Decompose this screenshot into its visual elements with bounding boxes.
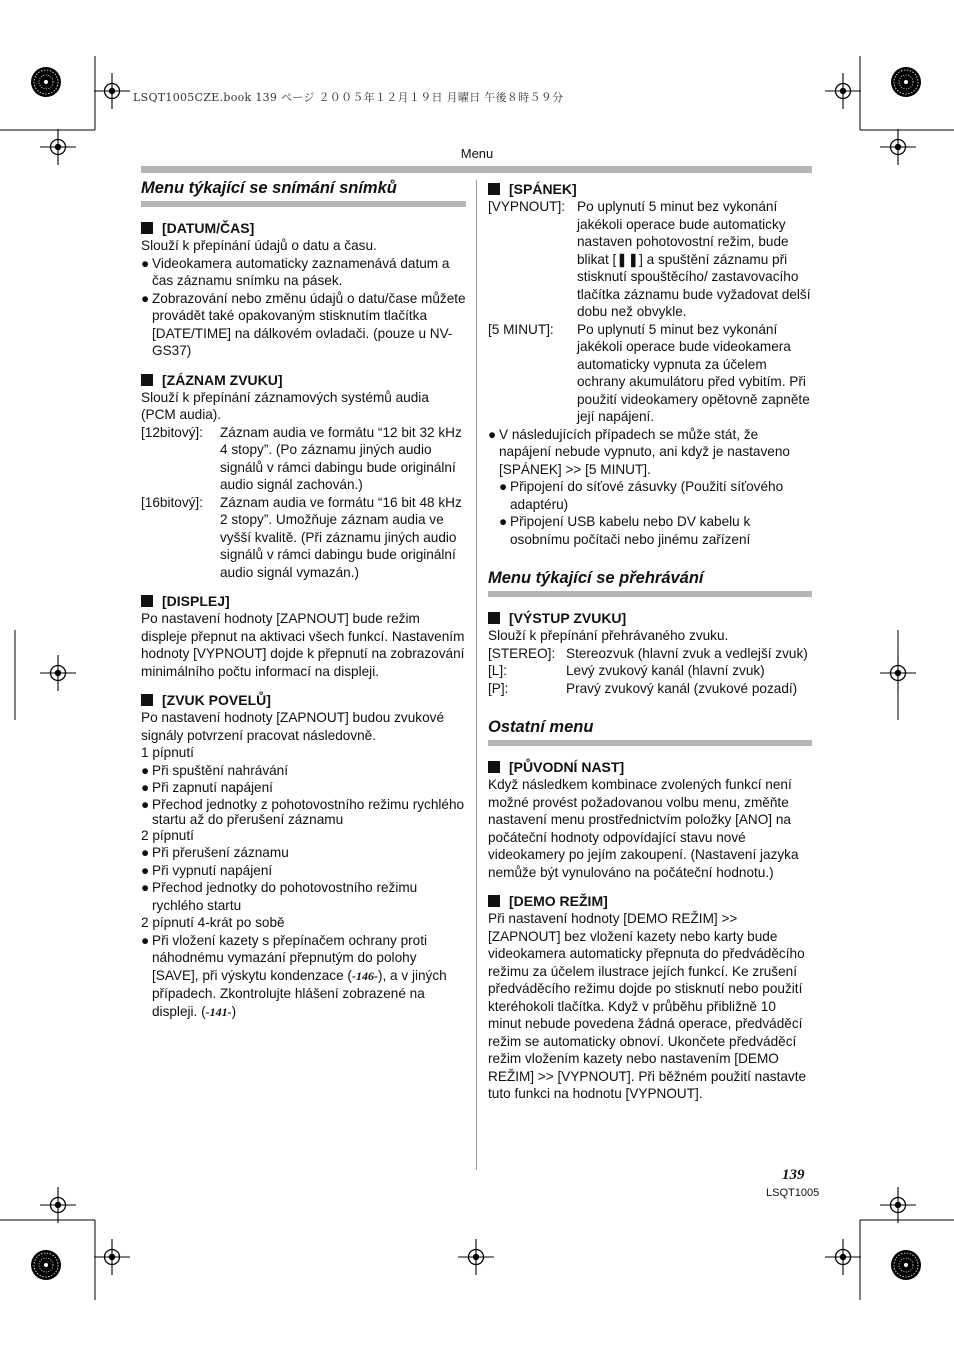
heading-spanek: [SPÁNEK]: [488, 180, 812, 198]
heading-demo-rezim: [DEMO REŽIM]: [488, 892, 812, 910]
list-item: ● Připojení do síťové zásuvky (Použití síťového adaptéru): [499, 479, 784, 512]
square-bullet-icon: [141, 694, 153, 706]
document-code: LSQT1005: [766, 1187, 820, 1199]
list-item: ● Přechod jednotky z pohotovostního režimu rychlého startu až do přerušení záznamu: [141, 796, 465, 827]
option-row: [VYPNOUT]: Po uplynutí 5 minut bez vykonání jakékoli operace bude automaticky nastaven pohotovostní režim, bude blikat [❚❚] a spuštění záznamu při stisknutí spouštěcího/ zastavovacího tlačítka záznamu bude vyžadovat delší dobu než obvykle.: [488, 199, 811, 319]
section-rule: [141, 201, 466, 207]
demo-text: Při nastavení hodnoty [DEMO REŽIM] >> [ZAPNOUT] bez vložení kazety nebo karty bude videokamera automaticky přepnuta do předváděcího režimu za účelem ilustrace jejích funkcí. Ke zrušení předváděcího režimu dojde po stisknutí nebo použití kteréhokoli tlačítka. Když v průběhu přibližně 10 minut nebude povedena žádná operace, předváděcí režim se automaticky obnoví. Ukončete předváděcí režim vložením kazety nebo nastavením [DEMO REŽIM] >> [VYPNOUT]. Při běžném použití nastavte tuto funkci na hodnotu [VYPNOUT].: [488, 911, 807, 1101]
section-title-ostatni: Ostatní menu: [488, 718, 594, 736]
square-bullet-icon: [141, 374, 153, 386]
displej-text: Po nastavení hodnoty [ZAPNOUT] bude režim displeje přepnut na aktivaci všech funkcí. Nastavením hodnoty [VYPNOUT] dojde k přepnutí na zobrazování minimálního počtu informací na displeji.: [141, 611, 465, 679]
print-info: LSQT1005CZE.book 139 ページ ２００５年１２月１９日 月曜日 午後８時５９分: [133, 91, 564, 104]
left-column: [141, 178, 466, 1021]
puvodni-text: Když následkem kombinace zvolených funkcí není možné provést požadovanou volbu menu, změňte nastavení menu prostřednictvím položky [ANO] na počáteční hodnoty odpovídající stavu nové videokamery po jejím zakoupení. (Nastavení jazyka nemůže být vynulováno na počáteční hodnotu.): [488, 777, 799, 880]
square-bullet-icon: [488, 612, 500, 624]
header-rule: [141, 166, 812, 173]
list-item: ● Zobrazování nebo změnu údajů o datu/čase můžete provádět také opakovaným stisknutím tlačítka [DATE/TIME] na dálkovém ovladači. (pouze u NV-GS37): [141, 290, 466, 358]
list-item: ● Při přerušení záznamu: [141, 845, 289, 860]
section-title-prehravani: Menu týkající se přehrávání: [488, 569, 704, 587]
section-title-snimani: Menu týkající se snímání snímků: [141, 179, 397, 197]
beep-group-1: 1 pípnutí: [141, 745, 194, 760]
option-row: [16bitový]: Záznam audia ve formátu “16 bit 48 kHz 2 stopy”. Umožňuje záznam audia ve vyšší kvalitě. (Při záznamu jiných audio signálů v rámci dabingu bude originální audio signál vymazán.): [141, 494, 462, 580]
option-row: [STEREO]: Stereozvuk (hlavní zvuk a vedlejší zvuk): [488, 645, 808, 661]
list-item: ● Videokamera automaticky zaznamenává datum a čas záznamu snímku na pásek.: [141, 255, 450, 288]
list-item: ● Při vložení kazety s přepínačem ochrany proti náhodnému vymazání přepnutým do polohy [SAVE], při výskytu kondenzace (-146-), a v jiných případech. Zkontrolujte hlášení zobrazené na displeji. (-141-): [141, 932, 447, 1019]
square-bullet-icon: [141, 222, 153, 234]
page-header-title: Menu: [460, 146, 494, 161]
section-rule: [488, 740, 812, 746]
square-bullet-icon: [488, 895, 500, 907]
datum-intro: Slouží k přepínání údajů o datu a času.: [141, 238, 377, 253]
heading-datum: [DATUM/ČAS]: [141, 219, 466, 237]
zaznam-intro: Slouží k přepínání záznamových systémů audia (PCM audia).: [141, 389, 429, 422]
list-item: ● Připojení USB kabelu nebo DV kabelu k osobnímu počítači nebo jinému zařízení: [499, 514, 751, 547]
heading-zvuk-povelu: [ZVUK POVELŮ]: [141, 691, 466, 709]
list-item: ● Při vypnutí napájení: [141, 862, 273, 878]
page-number: 139: [782, 1167, 805, 1183]
option-row: [L]: Levý zvukový kanál (hlavní zvuk): [488, 663, 765, 678]
square-bullet-icon: [488, 183, 500, 195]
option-row: [12bitový]: Záznam audia ve formátu “12 bit 32 kHz 4 stopy”. (Po záznamu jiných audio signálů v rámci dabingu bude originální audio signál zachován.): [141, 424, 462, 492]
square-bullet-icon: [141, 595, 153, 607]
zvuk-intro: Po nastavení hodnoty [ZAPNOUT] budou zvukové signály potvrzení pracovat následovně.: [141, 710, 445, 743]
list-item: ● V následujících případech se může stát, že napájení nebude vypnuto, ani když je nastaveno [SPÁNEK] >> [5 MINUT].: [488, 426, 790, 477]
right-column: [488, 178, 812, 1103]
option-row: [P]: Pravý zvukový kanál (zvukové pozadí): [488, 680, 798, 696]
column-divider: [476, 180, 477, 1170]
list-item: ● Přechod jednotky do pohotovostního režimu rychlého startu: [141, 880, 418, 913]
beep-group-2: 2 pípnutí: [141, 827, 194, 843]
heading-puvodni-nast: [PŮVODNÍ NAST]: [488, 758, 812, 776]
list-item: ● Při spuštění nahrávání: [141, 762, 289, 778]
beep-group-3: 2 pípnutí 4-krát po sobě: [141, 915, 285, 930]
heading-vystup-zvuku: [VÝSTUP ZVUKU]: [488, 609, 812, 627]
option-row: [5 MINUT]: Po uplynutí 5 minut bez vykonání jakékoli operace bude videokamera automaticky vypnuta za účelem ochrany akumulátoru před vybitím. Při použití videokamery opětovně zapněte její napájení.: [488, 321, 810, 424]
section-rule: [488, 591, 812, 597]
page-reference-link[interactable]: -146-: [351, 968, 378, 983]
vystup-intro: Slouží k přepínání přehrávaného zvuku.: [488, 628, 729, 643]
list-item: ● Při zapnutí napájení: [141, 780, 273, 795]
heading-displej: [DISPLEJ]: [141, 592, 466, 610]
heading-zaznam-zvuku: [ZÁZNAM ZVUKU]: [141, 371, 466, 389]
square-bullet-icon: [488, 761, 500, 773]
page-reference-link[interactable]: -141-: [205, 1004, 232, 1019]
